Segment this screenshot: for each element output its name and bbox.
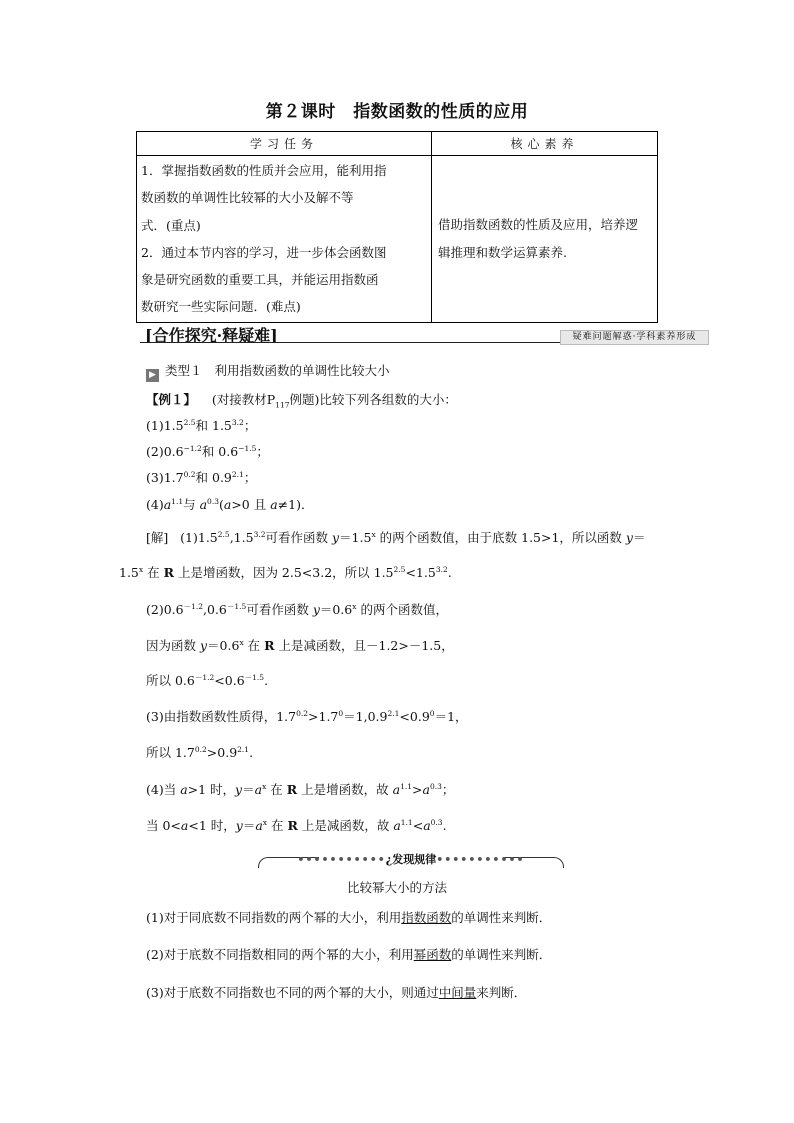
page-title: 第２课时 指数函数的性质的应用 bbox=[265, 102, 529, 122]
task-line: 象是研究函数的重要工具，并能运用指数函 bbox=[141, 272, 379, 288]
solution-4a: (4)当 a>1 时，$y=a^x$ 在 R 上是增函数，故 $a^{1.1}>a^{0.3}$； bbox=[146, 781, 455, 797]
solution-1a: [解] $(1)1.5^{2.5},1.5^{3.2}$可看作函数 $y=1.5^x$ 的两个函数值，由于底数 1.5>1，所以函数 y＝ bbox=[146, 529, 646, 545]
solution-2c: 所以 $0.6^{-1.2}<0.6^{-1.5}$. bbox=[146, 672, 269, 688]
table-header-right: 核心素养 bbox=[432, 132, 658, 156]
solution-2a: $(2)0.6^{-1.2},0.6^{-1.5}$可看作函数 $y=0.6^x$ 的两个函数值， bbox=[146, 601, 448, 617]
solution-4b: 当 0<a<1 时，$y=a^x$ 在 R 上是减函数，故 $a^{1.1}<a^{0.3}$. bbox=[146, 817, 447, 833]
problem-4: $(4)a^{1.1}$与 $a^{0.3}(a>0$ 且 a≠1)． bbox=[146, 496, 314, 512]
task-line: 数研究一些实际问题．(难点) bbox=[141, 299, 301, 315]
learning-goals-table bbox=[136, 131, 658, 323]
solution-3a: (3)由指数函数性质得，$1.7^{0.2}>1.7^0=1,0.9^{2.1}<0.9^0=1$， bbox=[146, 708, 468, 724]
example-heading bbox=[146, 390, 457, 408]
problem-1: $(1)1.5^{2.5}$和 $1.5^{3.2}$； bbox=[146, 417, 257, 433]
example-label: 【例１】 bbox=[146, 392, 197, 407]
solution-2b: 因为函数 $y=0.6^x$ 在 R 上是减函数，且－1.2>－1.5， bbox=[146, 637, 454, 653]
problem-2: $(2)0.6^{-1.2}$和 $0.6^{-1.5}$； bbox=[146, 443, 269, 459]
solution-1b: 1.5$^x$ 在 R 上是增函数，因为 2.5<3.2，所以 $1.5^{2.5}<1.5^{3.2}$. bbox=[119, 564, 452, 580]
task-line: 数函数的单调性比较幂的大小及解不等 bbox=[141, 190, 354, 206]
solution-3b: 所以 $1.7^{0.2}>0.9^{2.1}$. bbox=[146, 744, 254, 760]
rule-item-2: (2)对于底数不同指数相同的两个幂的大小，利用幂函数的单调性来判断． bbox=[146, 947, 552, 962]
problem-3: $(3)1.7^{0.2}$和 $0.9^{2.1}$； bbox=[146, 469, 257, 485]
play-icon: ▶ bbox=[146, 369, 159, 382]
table-header-left: 学习任务 bbox=[137, 132, 432, 156]
literacy-line: 借助指数函数的性质及应用，培养逻 bbox=[438, 216, 639, 232]
section-tag: 疑难问题解惑·学科素养形成 bbox=[560, 330, 709, 345]
example-source-post: 例题)比较下列各组数的大小： bbox=[289, 392, 457, 407]
task-line: 式．(重点) bbox=[141, 217, 201, 233]
learning-tasks-cell bbox=[137, 156, 432, 323]
task-line: 1．掌握指数函数的性质并会应用，能利用指 bbox=[141, 163, 387, 178]
rule-header: ¿发现规律 bbox=[385, 853, 437, 866]
example-page: 117 bbox=[275, 400, 290, 410]
example-source-pre: (对接教材P bbox=[211, 392, 276, 407]
rule-title: 比较幂大小的方法 bbox=[346, 880, 447, 895]
rule-item-3: (3)对于底数不同指数也不同的两个幂的大小，则通过中间量来判断． bbox=[146, 985, 527, 1000]
type-title: 利用指数函数的单调性比较大小 bbox=[214, 363, 390, 378]
type-label: 类型１ bbox=[165, 363, 203, 378]
task-line: 2．通过本节内容的学习，进一步体会函数图 bbox=[141, 244, 387, 260]
rule-item-1: (1)对于同底数不同指数的两个幂的大小，利用指数函数的单调性来判断． bbox=[146, 910, 552, 925]
literacy-line: 辑推理和数学运算素养. bbox=[438, 244, 567, 260]
section-heading: [合作探究·释疑难] bbox=[145, 326, 278, 345]
core-literacy-cell bbox=[432, 156, 658, 323]
type-heading bbox=[146, 361, 389, 382]
discover-rule-banner: •••••••••••¿发现规律••••••••••• bbox=[258, 851, 564, 865]
